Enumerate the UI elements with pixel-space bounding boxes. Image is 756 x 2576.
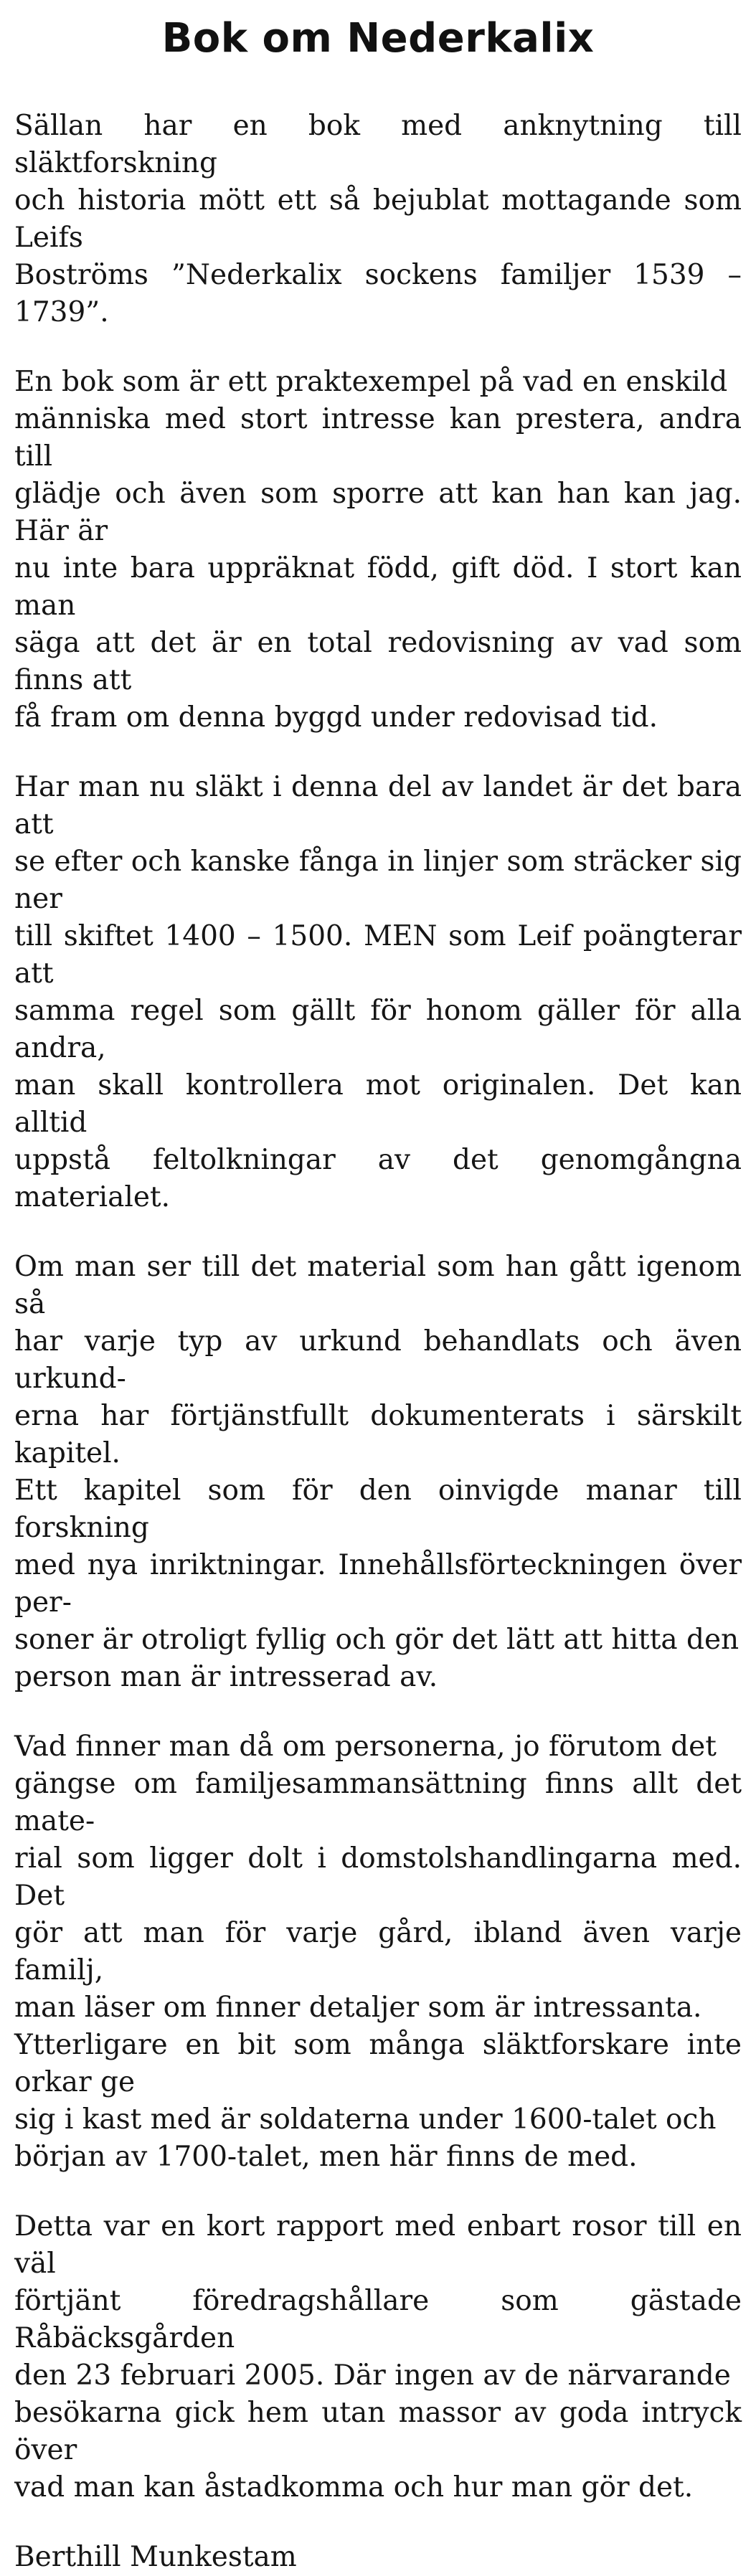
paragraph-6: Detta var en kort rapport med enbart rosor till en väl förtjänt föredragshållare som gästade Råbäcksgården den 23 februari 2005. Där ingen av de närvarande besökarna gick hem utan massor av goda intryck över vad man kan åstadkomma och hur man gör det. — [14, 2210, 742, 2504]
paragraph-1: Sällan har en bok med anknytning till släktforskning och historia mött ett så bejublat mottagande som Leifs Boströms ”Nederkalix sockens familjer 1539 – 1739”. — [14, 110, 742, 328]
author-signature: Berthill Munkestam — [14, 2541, 297, 2573]
paragraph-4: Om man ser till det material som han gått igenom så har varje typ av urkund behandlats och även urkund- erna har förtjänstfullt dokumenterats i särskilt kapitel. Ett kapitel som för den oinvigde manar till forskning med nya inriktningar. Innehållsförteckningen över per- soner är otroligt fyllig och gör det lätt att hitta den person man är intresserad av. — [14, 1251, 742, 1693]
document-title: Bok om Nederkalix — [161, 15, 595, 62]
article-body — [14, 108, 742, 2576]
paragraph-2: En bok som är ett praktexempel på vad en enskild människa med stort intresse kan prestera, andra till glädje och även som sporre att kan han kan jag. Här är nu inte bara uppräknat född, gift död. I stort kan man säga att det är en total redovisning av vad som finns att få fram om denna byggd under redovisad tid. — [14, 366, 742, 734]
paragraph-5: Vad finner man då om personerna, jo förutom det gängse om familjesammansättning finns allt det mate- rial som ligger dolt i domstolshandlingarna med. Det gör att man för varje gård, ibland även varje familj, man läser om finner detaljer som är intressanta. Ytterligare en bit som många släktforskare inte orkar ge sig i kast med är soldaterna under 1600-talet och början av 1700-talet, men här finns de med. — [14, 1730, 742, 2173]
paragraph-3: Har man nu släkt i denna del av landet är det bara att se efter och kanske fånga in linjer som sträcker sig ner till skiftet 1400 – 1500. MEN som Leif poängterar att samma regel som gällt för honom gäller för alla andra, man skall kontrollera mot originalen. Det kan alltid uppstå feltolkningar av det genomgångna materialet. — [14, 771, 742, 1213]
